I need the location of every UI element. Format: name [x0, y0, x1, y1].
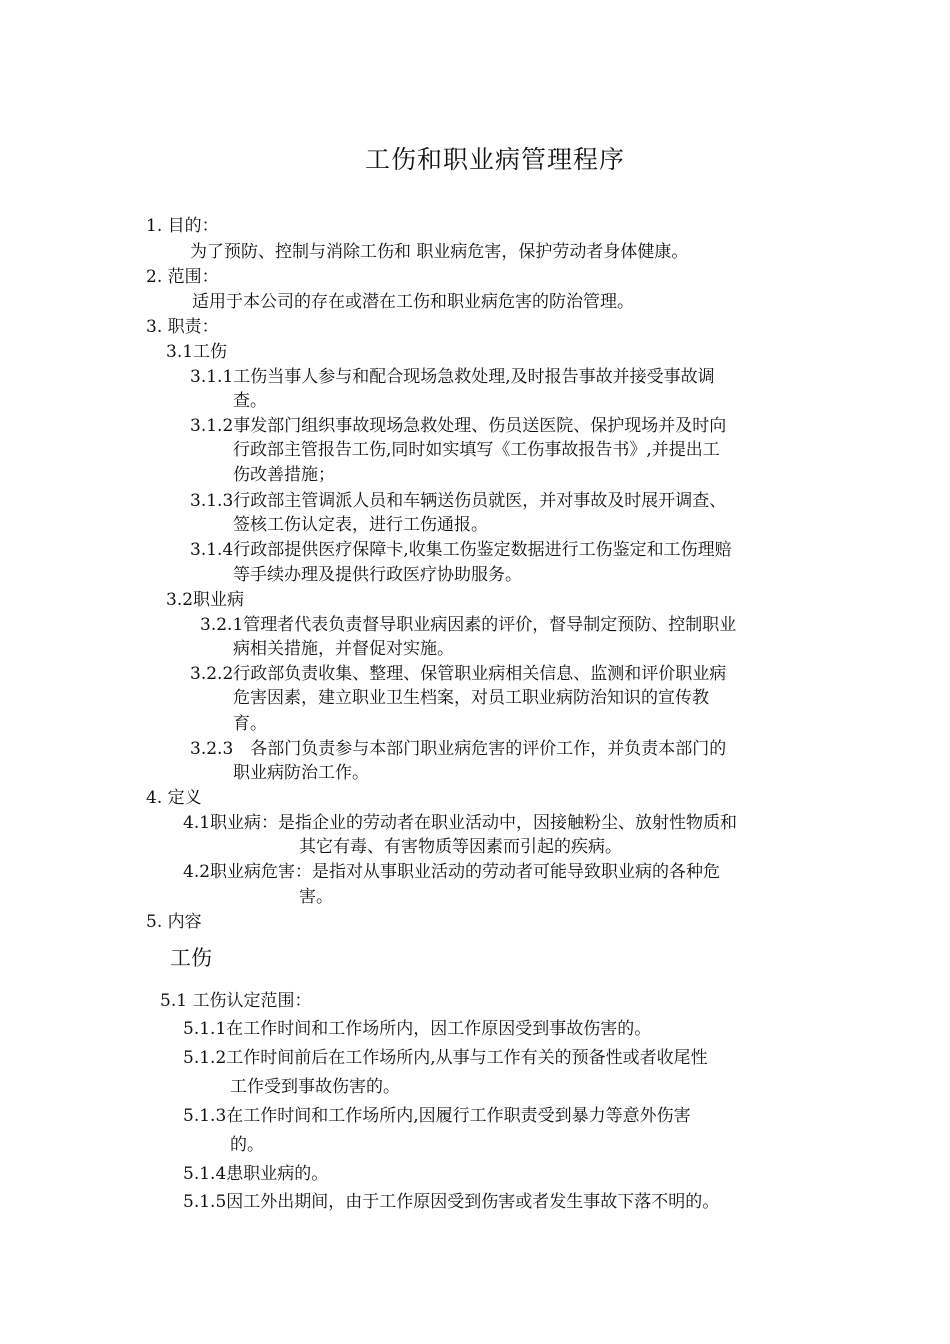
item-3-2-1-line-1: 3.2.1管理者代表负责督导职业病因素的评价，督导制定预防、控制职业: [200, 615, 737, 635]
item-3-1-3-line-1: 3.1.3行政部主管调派人员和车辆送伤员就医，并对事故及时展开调查、: [190, 491, 727, 511]
section-3-1-heading: 3.1工伤: [166, 342, 228, 362]
item-3-2-2-line-3: 育。: [233, 714, 267, 734]
definition-4-1-line-2: 其它有毒、有害物质等因素而引起的疾病。: [299, 837, 622, 857]
item-5-1-2-line-2: 工作受到事故伤害的。: [230, 1077, 400, 1097]
item-3-1-2-line-1: 3.1.2事发部门组织事故现场急救处理、伤员送医院、保护现场并及时向: [190, 416, 727, 436]
definition-4-2-line-2: 害。: [299, 887, 333, 907]
item-3-2-3-line-1: 3.2.3 各部门负责参与本部门职业病危害的评价工作，并负责本部门的: [190, 739, 727, 759]
item-3-2-3-line-2: 职业病防治工作。: [233, 763, 369, 783]
item-5-1-2-line-1: 5.1.2工作时间前后在工作场所内,从事与工作有关的预备性或者收尾性: [183, 1048, 708, 1068]
item-3-1-3-line-2: 签核工伤认定表，进行工伤通报。: [233, 515, 488, 535]
definition-4-1-line-1: 4.1职业病：是指企业的劳动者在职业活动中，因接触粉尘、放射性物质和: [183, 813, 738, 833]
item-5-1-3-line-2: 的。: [230, 1135, 264, 1155]
item-3-2-1-line-2: 病相关措施，并督促对实施。: [233, 639, 454, 659]
item-5-1-3-line-1: 5.1.3在工作时间和工作场所内,因履行工作职责受到暴力等意外伤害: [183, 1106, 691, 1126]
section-5-subheading: 工伤: [170, 946, 212, 970]
section-5-1-heading: 5.1 工伤认定范围：: [160, 991, 312, 1011]
section-4-heading: 4. 定义: [146, 788, 202, 808]
item-3-1-2-line-2: 行政部主管报告工伤,同时如实填写《工伤事故报告书》,并提出工: [233, 440, 720, 460]
item-3-1-2-line-3: 伤改善措施；: [233, 465, 335, 485]
section-1-heading: 1. 目的：: [146, 216, 219, 236]
section-5-heading: 5. 内容: [146, 912, 202, 932]
item-3-1-1-line-2: 查。: [233, 391, 267, 411]
document-title: 工伤和职业病管理程序: [364, 145, 625, 174]
item-5-1-1-line-1: 5.1.1在工作时间和工作场所内，因工作原因受到事故伤害的。: [183, 1019, 652, 1039]
item-3-2-2-line-2: 危害因素，建立职业卫生档案，对员工职业病防治知识的宣传教: [233, 688, 709, 708]
item-3-1-1-line-1: 3.1.1工伤当事人参与和配合现场急救处理,及时报告事故并接受事故调: [190, 367, 715, 387]
section-2-body: 适用于本公司的存在或潜在工伤和职业病危害的防治管理。: [192, 292, 634, 312]
item-5-1-4-line-1: 5.1.4患职业病的。: [183, 1164, 329, 1184]
section-2-heading: 2. 范围：: [146, 267, 219, 287]
section-3-2-heading: 3.2职业病: [166, 590, 245, 610]
section-3-heading: 3. 职责：: [146, 317, 219, 337]
item-5-1-5-line-1: 5.1.5因工外出期间，由于工作原因受到伤害或者发生事故下落不明的。: [183, 1192, 720, 1212]
item-3-1-4-line-1: 3.1.4行政部提供医疗保障卡,收集工伤鉴定数据进行工伤鉴定和工伤理赔: [190, 540, 732, 560]
section-1-body: 为了预防、控制与消除工伤和 职业病危害，保护劳动者身体健康。: [190, 242, 689, 262]
definition-4-2-line-1: 4.2职业病危害：是指对从事职业活动的劳动者可能导致职业病的各种危: [183, 862, 721, 882]
item-3-2-2-line-1: 3.2.2行政部负责收集、整理、保管职业病相关信息、监测和评价职业病: [190, 664, 727, 684]
item-3-1-4-line-2: 等手续办理及提供行政医疗协助服务。: [233, 565, 522, 585]
